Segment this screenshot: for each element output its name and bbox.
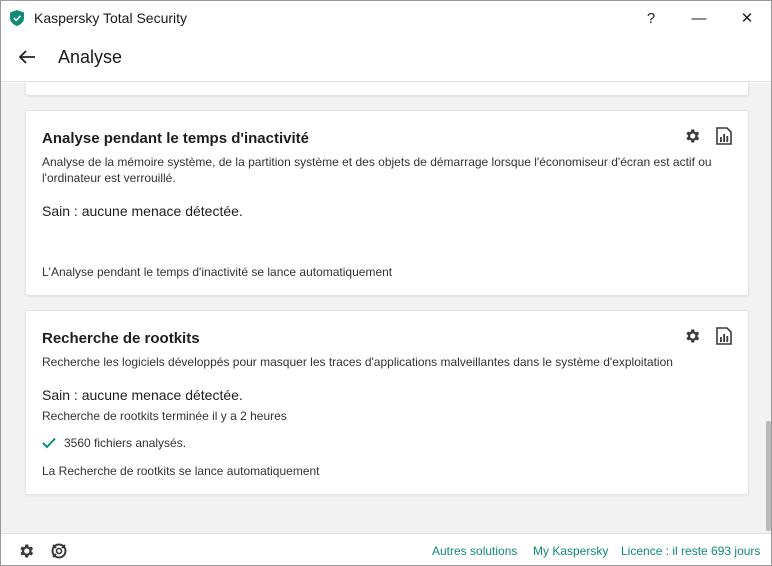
last-run-text: Recherche de rootkits terminée il y a 2 heures xyxy=(42,409,287,423)
licence-link[interactable]: Licence : il reste 693 jours xyxy=(621,544,761,558)
help-button[interactable]: ? xyxy=(646,9,656,27)
card-description: Recherche les logiciels développés pour masquer les traces d'applications malveillantes dans le système d'exploitation xyxy=(42,355,673,369)
page-title: Analyse xyxy=(58,47,123,67)
gear-icon[interactable] xyxy=(17,542,35,560)
scrollbar[interactable] xyxy=(765,83,771,533)
arrow-left-icon[interactable] xyxy=(15,45,39,69)
report-icon[interactable] xyxy=(714,326,734,346)
kaspersky-shield-icon xyxy=(10,10,24,26)
idle-scan-card xyxy=(25,110,749,296)
card-title: Analyse pendant le temps d'inactivité xyxy=(42,130,309,147)
support-icon[interactable] xyxy=(50,542,68,560)
scan-status: Sain : aucune menace détectée. xyxy=(42,387,243,403)
report-icon[interactable] xyxy=(714,126,734,146)
scrollbar-thumb[interactable] xyxy=(766,421,771,531)
gear-icon[interactable] xyxy=(682,126,702,146)
card-title: Recherche de rootkits xyxy=(42,330,200,347)
minimize-button[interactable]: — xyxy=(691,9,707,27)
check-icon xyxy=(42,437,56,449)
close-button[interactable]: ✕ xyxy=(740,10,754,27)
card-description: Analyse de la mémoire système, de la partition système et des objets de démarrage lorsque l'économiseur d'écran est actif ou l'ordinateur est verrouillé. xyxy=(42,155,712,185)
rootkit-scan-card xyxy=(25,310,749,495)
previous-card xyxy=(25,83,749,96)
page-header xyxy=(1,35,771,82)
auto-run-note: L'Analyse pendant le temps d'inactivité se lance automatiquement xyxy=(42,265,393,279)
my-kaspersky-link[interactable]: My Kaspersky xyxy=(533,544,609,558)
footer-bar xyxy=(1,533,771,566)
scan-list xyxy=(1,83,771,533)
window-title: Kaspersky Total Security xyxy=(34,10,188,26)
title-bar xyxy=(1,1,771,35)
auto-run-note: La Recherche de rootkits se lance automatiquement xyxy=(42,464,320,478)
gear-icon[interactable] xyxy=(682,326,702,346)
files-scanned-line xyxy=(42,436,186,450)
scan-status: Sain : aucune menace détectée. xyxy=(42,203,243,219)
files-scanned-text: 3560 fichiers analysés. xyxy=(64,436,187,450)
other-solutions-link[interactable]: Autres solutions xyxy=(432,544,518,558)
